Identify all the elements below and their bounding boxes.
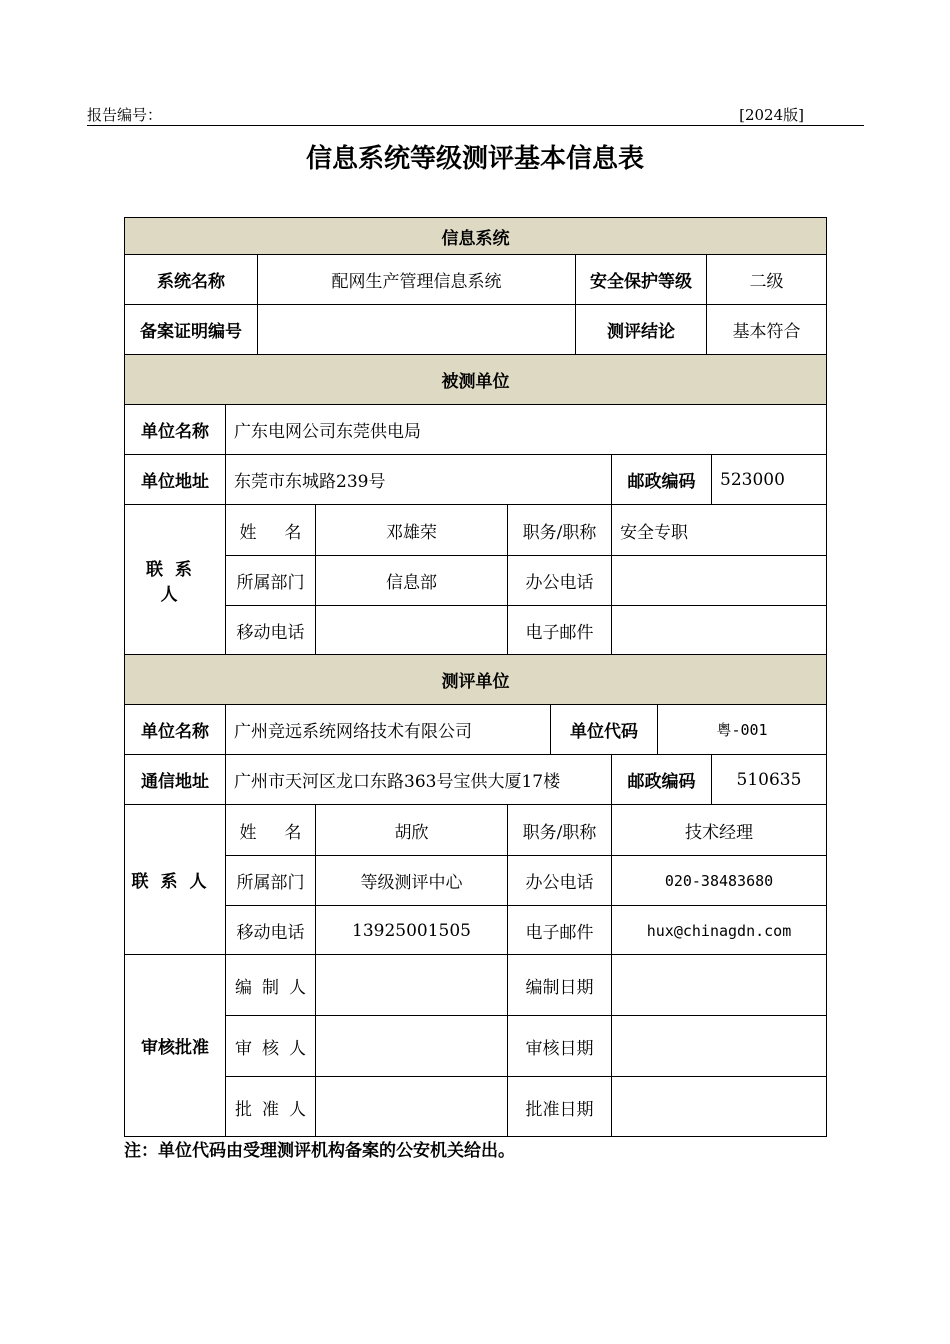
- system-section-title: 信息系统: [441, 228, 510, 249]
- approval-grid: [225, 955, 826, 1137]
- evaluator-name-label-text: 姓名: [239, 822, 330, 843]
- record-row: [125, 304, 826, 354]
- approval-block: [125, 954, 826, 1136]
- tested-address-label: 单位地址: [141, 472, 209, 492]
- page-title: 信息系统等级测评基本信息表: [305, 144, 644, 174]
- evaluator-email-value: hux@chinagdn.com: [611, 906, 826, 955]
- approver-label-text: 批准人: [235, 1099, 316, 1120]
- tested-name-label-text: 姓名: [239, 522, 330, 543]
- tested-mobile-value: [315, 606, 507, 655]
- tested-zip-label: 邮政编码: [611, 455, 711, 504]
- evaluator-unit-label: 单位名称: [141, 722, 209, 742]
- tested-title-label: 职务/职称: [507, 505, 611, 555]
- approver-date-label: 批准日期: [507, 1077, 611, 1137]
- tested-contact-row-2: [225, 555, 826, 605]
- report-header: [87, 104, 864, 126]
- evaluator-mobile-label: 移动电话: [225, 906, 315, 955]
- conclusion-value: 基本符合: [706, 305, 826, 354]
- approver-value: [315, 1077, 507, 1137]
- evaluator-zip-value: 510635: [711, 755, 826, 804]
- approval-row-author: [225, 955, 826, 1015]
- tested-office-value: [611, 556, 826, 605]
- system-name-row: [125, 254, 826, 304]
- evaluator-code-value: 粤-001: [657, 705, 826, 754]
- evaluator-unit-row: [125, 704, 826, 754]
- system-section-header: [125, 218, 826, 254]
- evaluator-zip-label: 邮政编码: [611, 755, 711, 804]
- evaluator-unit-value: 广州竞远系统网络技术有限公司: [225, 705, 550, 754]
- tested-contact-grid: [225, 505, 826, 655]
- tested-office-label: 办公电话: [507, 556, 611, 605]
- author-date-label: 编制日期: [507, 955, 611, 1015]
- tested-contact-label: [125, 505, 225, 654]
- author-value: [315, 955, 507, 1015]
- evaluator-section-title: 测评单位: [441, 672, 510, 692]
- tested-section-title: 被测单位: [441, 372, 510, 392]
- author-label-text: 编制人: [235, 977, 316, 998]
- reviewer-label: [225, 1016, 315, 1076]
- system-name-value: 配网生产管理信息系统: [257, 255, 575, 304]
- tested-unit-value: 广东电网公司东莞供电局: [225, 405, 826, 454]
- tested-name-label: [225, 505, 330, 555]
- evaluator-address-row: [125, 754, 826, 804]
- approval-row-approver: [225, 1076, 826, 1137]
- tested-name-value: 邓雄荣: [315, 505, 507, 555]
- evaluator-contact-row-3: [225, 905, 826, 955]
- evaluator-contact-grid: [225, 805, 826, 955]
- tested-email-label: 电子邮件: [507, 606, 611, 655]
- tested-email-value: [611, 606, 826, 655]
- tested-mobile-label: 移动电话: [225, 606, 315, 655]
- reviewer-date-label: 审核日期: [507, 1016, 611, 1076]
- evaluator-dept-value: 等级测评中心: [315, 856, 507, 905]
- approver-date-value: [611, 1077, 826, 1137]
- tested-contact-block: [125, 504, 826, 654]
- evaluator-title-label: 职务/职称: [507, 805, 611, 855]
- record-number-value: [257, 305, 575, 354]
- system-section: [124, 217, 827, 1137]
- author-date-value: [611, 955, 826, 1015]
- approval-row-reviewer: [225, 1015, 826, 1076]
- evaluator-contact-label: [125, 805, 225, 954]
- approval-label: 审核批准: [141, 1038, 209, 1058]
- reviewer-date-value: [611, 1016, 826, 1076]
- author-label: [225, 955, 315, 1015]
- tested-unit-row: [125, 404, 826, 454]
- tested-contact-row-1: [225, 505, 826, 555]
- report-version: [2024版]: [739, 106, 804, 124]
- reviewer-label-text: 审核人: [235, 1038, 316, 1059]
- evaluator-office-value: 020-38483680: [611, 856, 826, 905]
- tested-section-header: [125, 354, 826, 404]
- evaluator-title-value: 技术经理: [611, 805, 826, 855]
- evaluator-section-header: [125, 654, 826, 704]
- record-number-label: 备案证明编号: [140, 322, 242, 342]
- tested-dept-value: 信息部: [315, 556, 507, 605]
- tested-zip-value: 523000: [711, 455, 826, 504]
- evaluator-mobile-value: 13925001505: [315, 906, 507, 955]
- tested-contact-row-3: [225, 605, 826, 655]
- system-name-label: 系统名称: [157, 272, 225, 292]
- evaluator-office-label: 办公电话: [507, 856, 611, 905]
- reviewer-value: [315, 1016, 507, 1076]
- evaluator-contact-row-1: [225, 805, 826, 855]
- evaluator-dept-label: 所属部门: [225, 856, 315, 905]
- evaluator-contact-row-2: [225, 855, 826, 905]
- footnote: 注：单位代码由受理测评机构备案的公安机关给出。: [124, 1141, 515, 1161]
- evaluator-email-label: 电子邮件: [507, 906, 611, 955]
- tested-address-row: [125, 454, 826, 504]
- evaluator-code-label: 单位代码: [550, 705, 657, 754]
- conclusion-label: 测评结论: [575, 305, 706, 354]
- report-number-label: 报告编号：: [87, 106, 163, 124]
- evaluator-address-label: 通信地址: [141, 772, 209, 792]
- evaluator-address-value: 广州市天河区龙口东路363号宝供大厦17楼: [225, 755, 611, 804]
- tested-title-value: 安全专职: [611, 505, 826, 555]
- approver-label: [225, 1077, 315, 1137]
- evaluator-name-label: [225, 805, 330, 855]
- evaluator-contact-block: [125, 804, 826, 954]
- tested-dept-label: 所属部门: [225, 556, 315, 605]
- evaluator-name-value: 胡欣: [315, 805, 507, 855]
- tested-address-value: 东莞市东城路239号: [225, 455, 611, 504]
- tested-contact-text: 联系人: [146, 559, 204, 605]
- protection-level-label: 安全保护等级: [575, 255, 706, 304]
- protection-level-value: 二级: [706, 255, 826, 304]
- evaluator-contact-text: 联系人: [131, 872, 219, 892]
- tested-unit-label: 单位名称: [141, 422, 209, 442]
